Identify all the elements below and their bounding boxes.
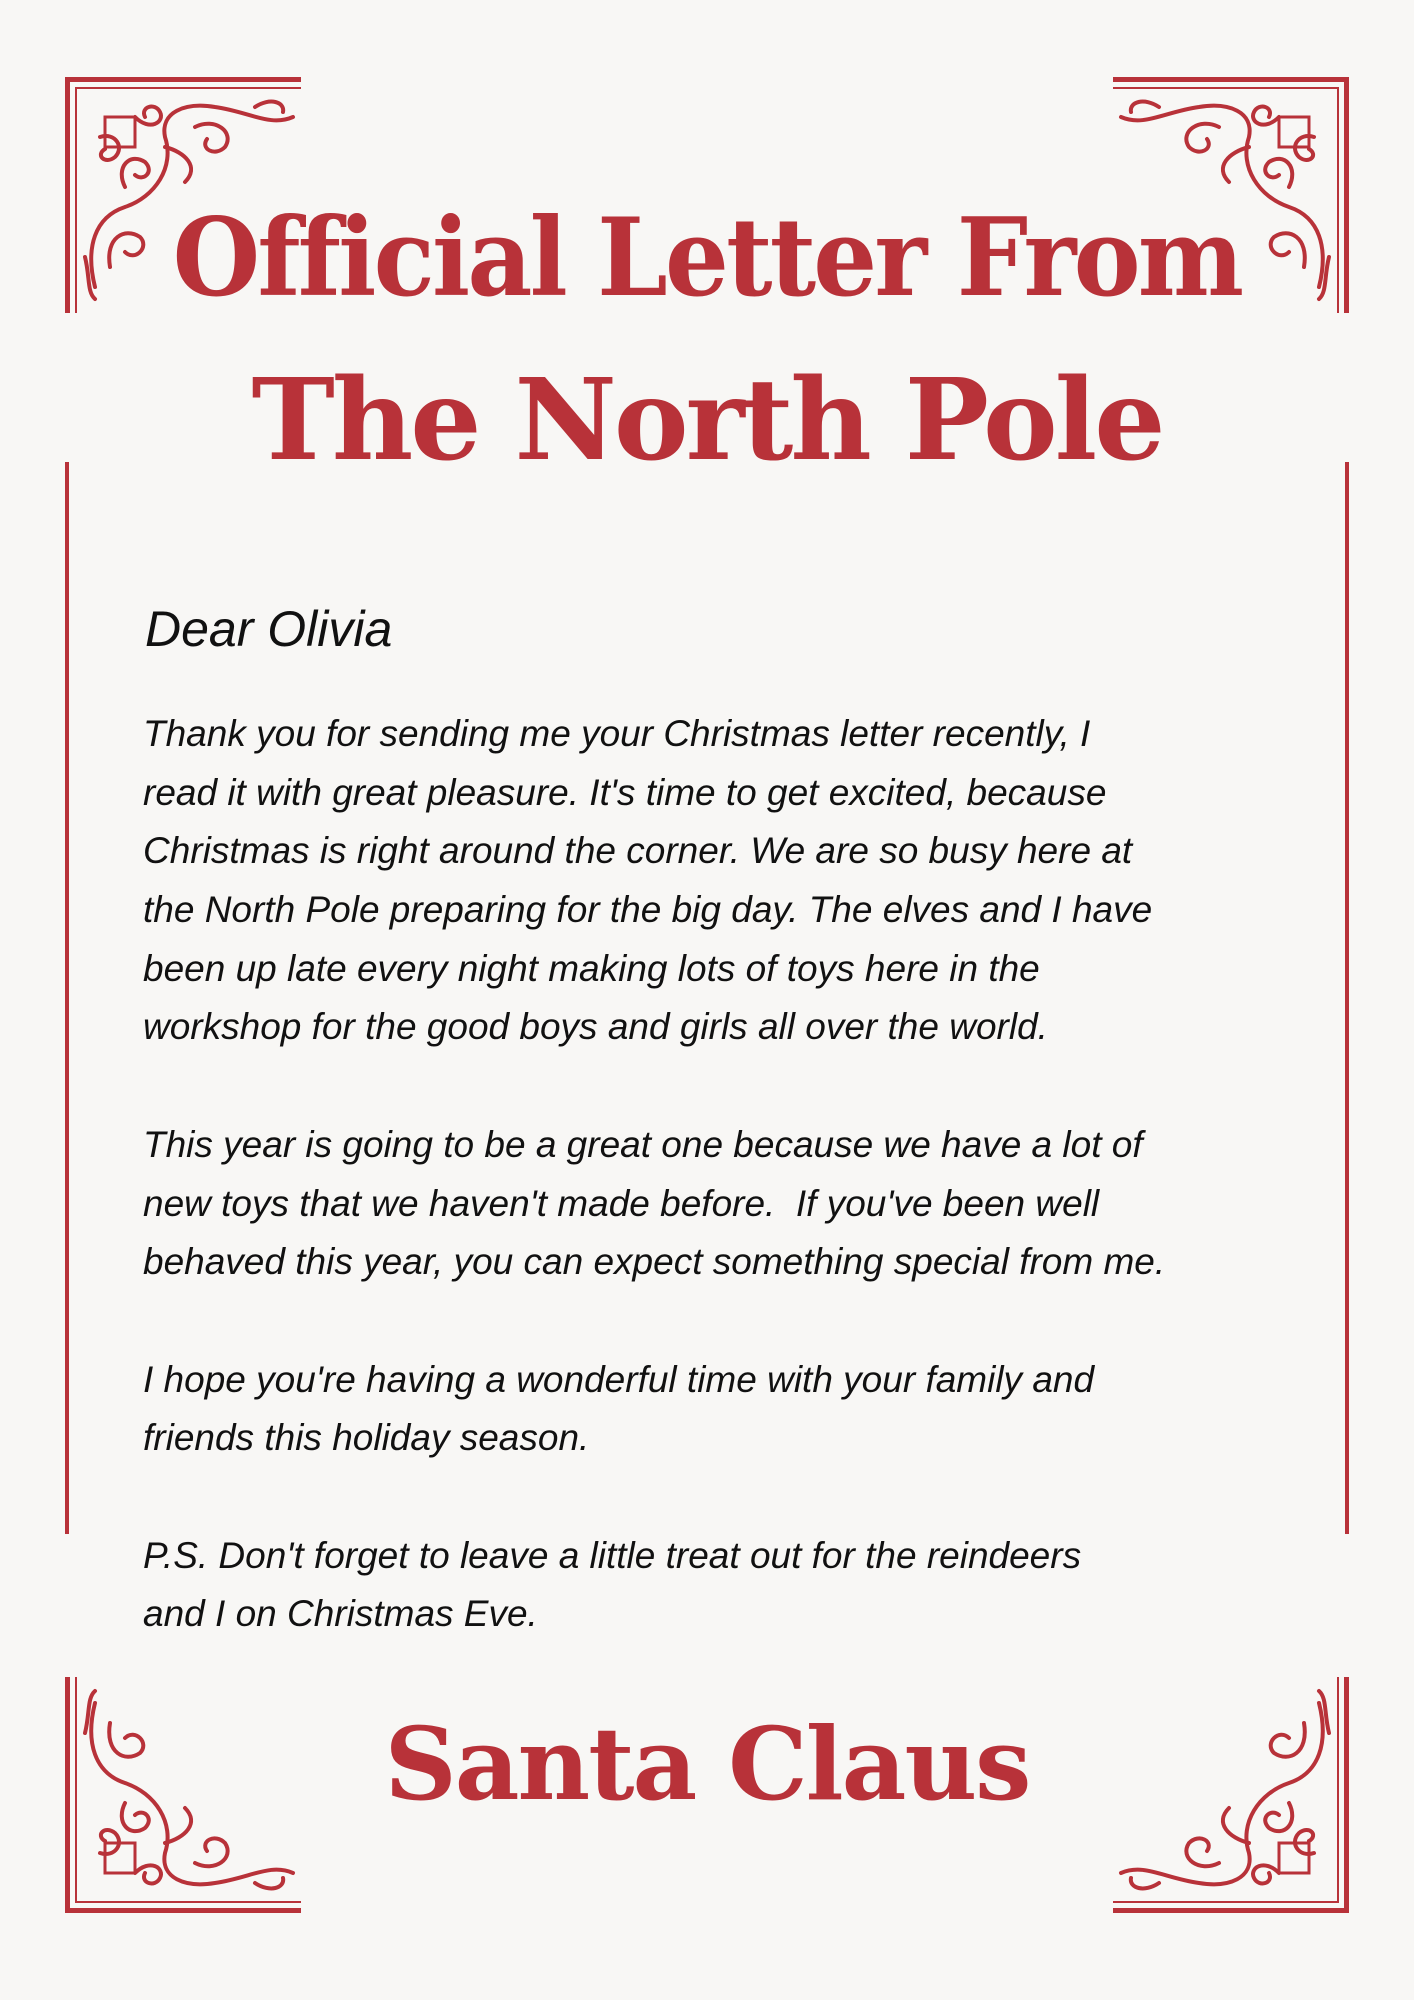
signature: Santa Claus bbox=[384, 1705, 1030, 1823]
text-line: the North Pole preparing for the big day. The elves and I have bbox=[143, 889, 1153, 931]
paragraph bbox=[143, 705, 1323, 1057]
letter-title-line-1: Official Letter From bbox=[172, 195, 1242, 321]
paragraph bbox=[143, 1351, 1323, 1468]
letter-body bbox=[143, 705, 1323, 1703]
text-line: been up late every night making lots of toys here in the bbox=[143, 947, 1040, 989]
text-line: Christmas is right around the corner. We are so busy here at bbox=[143, 830, 1133, 872]
postscript bbox=[143, 1527, 1323, 1644]
text-line: behaved this year, you can expect something special from me. bbox=[143, 1241, 1166, 1283]
greeting: Dear Olivia bbox=[145, 601, 393, 657]
text-line: I hope you're having a wonderful time with your family and bbox=[143, 1358, 1095, 1400]
text-line: This year is going to be a great one because we have a lot of bbox=[143, 1123, 1143, 1165]
text-line: P.S. Don't forget to leave a little treat out for the reindeers bbox=[143, 1534, 1082, 1576]
text-line: Thank you for sending me your Christmas letter recently, I bbox=[143, 713, 1091, 754]
text-line: and I on Christmas Eve. bbox=[143, 1593, 538, 1635]
paragraph bbox=[143, 1116, 1323, 1292]
text-line: read it with great pleasure. It's time to get excited, because bbox=[143, 771, 1107, 813]
right-border-line bbox=[1345, 462, 1349, 1534]
text-line: friends this holiday season. bbox=[143, 1417, 590, 1459]
left-border-line bbox=[65, 462, 69, 1534]
letter-title-line-2: The North Pole bbox=[251, 355, 1163, 486]
text-line: workshop for the good boys and girls all over the world. bbox=[143, 1006, 1048, 1048]
text-line: new toys that we haven't made before. If you've been well bbox=[143, 1182, 1100, 1224]
